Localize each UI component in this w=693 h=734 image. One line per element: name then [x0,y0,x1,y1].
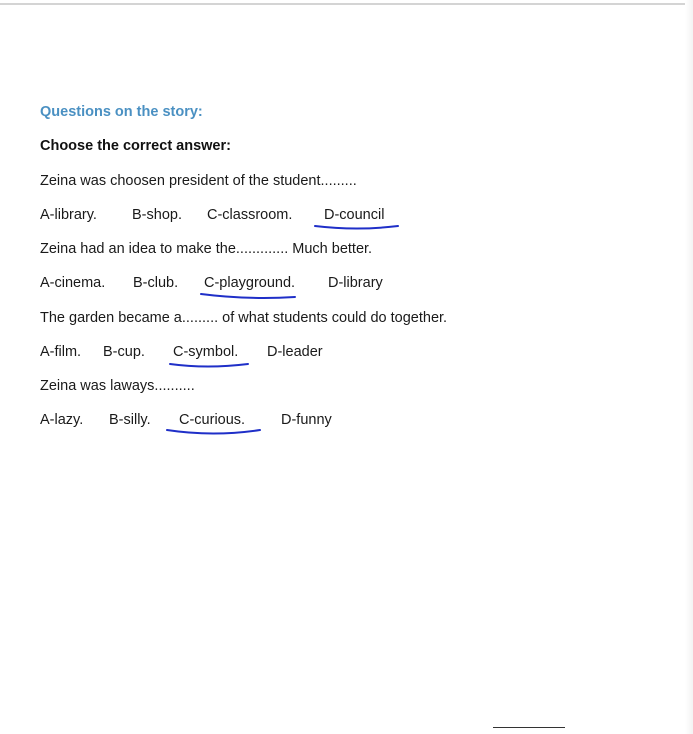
page-edge-shadow [685,0,693,734]
option-b[interactable]: B-silly. [109,412,151,428]
question-4-options [40,412,640,432]
option-a[interactable]: A-film. [40,344,82,360]
option-c[interactable]: C-symbol. [173,344,239,360]
option-b[interactable]: B-club. [133,275,179,291]
question-1-text: Zeina was choosen president of the student......... [40,173,357,189]
option-c[interactable]: C-playground. [204,275,296,291]
option-c[interactable]: C-classroom. [207,207,293,223]
option-b[interactable]: B-cup. [103,344,145,360]
pen-underline-q3 [167,359,253,371]
option-d[interactable]: D-leader [267,344,323,360]
pen-underline-q2 [198,290,300,302]
pen-underline-q4 [163,425,267,439]
option-a[interactable]: A-lazy. [40,412,84,428]
question-3-options [40,344,640,364]
option-c[interactable]: C-curious. [179,412,246,428]
question-2-options [40,275,640,295]
option-d[interactable]: D-library [328,275,383,291]
option-d[interactable]: D-council [324,207,385,223]
section-heading: Questions on the story: [40,104,203,120]
question-3-text: The garden became a......... of what students could do together. [40,310,448,326]
question-4-text: Zeina was laways.......... [40,378,195,394]
option-a[interactable]: A-library. [40,207,97,223]
bottom-edge-line [493,727,565,728]
pen-underline-q1 [312,222,402,232]
instruction-text: Choose the correct answer: [40,138,231,154]
question-2-text: Zeina had an idea to make the............. Much better. [40,241,373,257]
top-border-line [0,3,693,5]
option-a[interactable]: A-cinema. [40,275,106,291]
option-d[interactable]: D-funny [281,412,332,428]
option-b[interactable]: B-shop. [132,207,182,223]
